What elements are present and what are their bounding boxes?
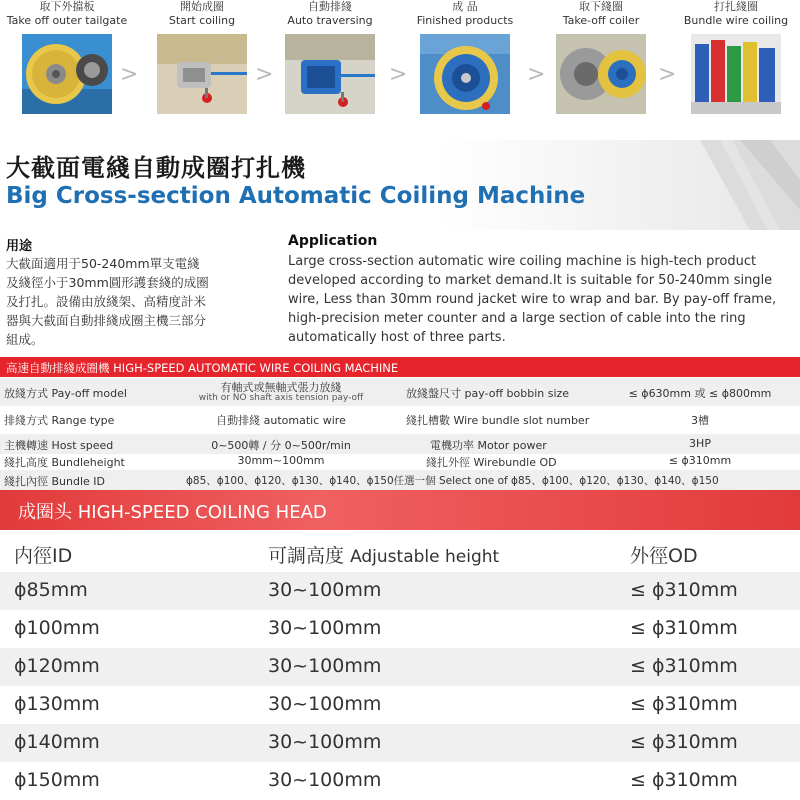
cell-od: ≤ ϕ310mm <box>630 617 738 639</box>
step-zh: 取下綫圈 <box>579 0 623 13</box>
step-start-coiling <box>138 0 266 27</box>
table-row <box>0 762 800 800</box>
step-finished-products <box>401 0 529 27</box>
column-header-id: 内徑ID <box>14 545 73 567</box>
spec-value: 自動排綫 automatic wire <box>216 414 346 427</box>
spec-section-header <box>0 357 800 377</box>
spec-value: ϕ85、ϕ100、ϕ120、ϕ130、ϕ140、ϕ150任選一個 Select one of ϕ85、ϕ100、ϕ120、ϕ130、ϕ140、ϕ150 <box>186 475 719 487</box>
usage-line: 及打扎。設備由放綫架、高精度計米 <box>6 294 207 309</box>
spec-value: 有軸式或無軸式張力放綫 <box>220 381 342 394</box>
spec-row-range <box>0 412 800 432</box>
spec-row-height <box>0 452 800 472</box>
spec-value-sub: with or NO shaft axis tension pay-off <box>198 393 364 403</box>
cell-id: ϕ140mm <box>14 731 100 753</box>
chevron-right-icon: > <box>120 62 139 87</box>
column-header-adjustable <box>268 541 499 568</box>
step-en: Take off outer tailgate <box>6 14 128 27</box>
spec-row-bundle-id <box>0 470 800 490</box>
cell-adjustable: 30~100mm <box>268 655 382 677</box>
spec-label: 綫扎槽數 Wire bundle slot number <box>406 414 590 427</box>
cell-od: ≤ ϕ310mm <box>630 655 738 677</box>
spec-label: 放綫方式 Pay-off model <box>4 387 127 400</box>
step-auto-traversing <box>266 0 394 27</box>
step-en: Finished products <box>416 14 514 27</box>
step-zh: 取下外擋板 <box>39 0 95 13</box>
table-row <box>0 686 800 724</box>
cell-id: ϕ150mm <box>14 769 100 791</box>
step-en: Take-off coiler <box>562 14 640 27</box>
step-photo-coiling <box>157 34 247 114</box>
spec-section-title: 高速自動排綫成圈機 HIGH-SPEED AUTOMATIC WIRE COILING MACHINE <box>6 361 399 375</box>
spec-value: 3槽 <box>691 414 709 427</box>
application-line: automatically host of three parts. <box>288 330 506 345</box>
table-row <box>0 648 800 686</box>
spec-label: 主機轉速 Host speed <box>4 439 114 452</box>
cell-adjustable: 30~100mm <box>268 617 382 639</box>
step-photo-coiler <box>556 34 646 114</box>
coiling-head-header <box>0 490 800 530</box>
column-header-adjustable-zh: 可調高度 <box>268 545 345 567</box>
usage-line: 器與大截面自動排綫成圈主機三部分 <box>6 313 207 328</box>
usage-heading: 用途 <box>6 239 33 254</box>
spec-value: ≤ ϕ630mm 或 ≤ ϕ800mm <box>628 387 772 400</box>
step-take-off-tailgate <box>3 0 131 27</box>
cell-od: ≤ ϕ310mm <box>630 693 738 715</box>
step-photo-bundles <box>691 34 781 114</box>
chevron-right-icon: > <box>255 62 274 87</box>
spec-value: 3HP <box>689 437 711 450</box>
usage-line: 組成。 <box>6 332 44 347</box>
cell-od: ≤ ϕ310mm <box>630 769 738 791</box>
step-photo-finished <box>420 34 510 114</box>
usage-line: 及綫徑小于30mm圓形護套綫的成圈 <box>6 275 209 290</box>
table-row <box>0 572 800 610</box>
usage-text <box>6 254 276 349</box>
spec-label: 排綫方式 Range type <box>4 414 115 427</box>
spec-row-speed <box>0 434 800 454</box>
application-line: developed according to market demand.It is suitable for 50-240mm single <box>288 273 773 288</box>
spec-label: 綫扎高度 Bundleheight <box>4 456 125 469</box>
cell-adjustable: 30~100mm <box>268 769 382 791</box>
table-header-row <box>0 534 800 572</box>
step-zh: 開始成圈 <box>180 0 224 13</box>
cell-id: ϕ85mm <box>14 579 88 601</box>
spec-value: ≤ ϕ310mm <box>668 454 732 467</box>
cell-id: ϕ130mm <box>14 693 100 715</box>
step-en: Auto traversing <box>287 14 373 27</box>
step-photo-traversing <box>285 34 375 114</box>
spec-value: 30mm~100mm <box>237 454 325 467</box>
spec-label: 電機功率 Motor power <box>430 439 547 452</box>
column-header-od: 外徑OD <box>630 545 698 567</box>
chevron-right-icon: > <box>389 62 408 87</box>
table-row <box>0 724 800 762</box>
spec-label: 放綫盤尺寸 pay-off bobbin size <box>406 387 570 400</box>
coiling-head-title: 成圈头 HIGH-SPEED COILING HEAD <box>18 502 327 523</box>
chevron-right-icon: > <box>527 62 546 87</box>
step-zh: 打扎綫圈 <box>714 0 758 13</box>
step-zh: 自動排綫 <box>308 0 352 13</box>
spec-label: 綫扎外徑 Wirebundle OD <box>426 456 557 469</box>
step-en: Bundle wire coiling <box>683 14 789 27</box>
usage-line: 大截面適用于50-240mm單支電綫 <box>6 256 200 271</box>
step-zh: 成 品 <box>452 0 478 13</box>
process-steps <box>0 0 800 120</box>
cell-od: ≤ ϕ310mm <box>630 579 738 601</box>
cell-od: ≤ ϕ310mm <box>630 731 738 753</box>
step-take-off-coiler <box>537 0 665 27</box>
spec-label: 綫扎內徑 Bundle ID <box>4 475 106 488</box>
step-en: Start coiling <box>168 14 236 27</box>
table-row <box>0 610 800 648</box>
chevron-right-icon: > <box>658 62 677 87</box>
step-bundle-wire-coiling <box>672 0 800 27</box>
page-title-en: Big Cross-section Automatic Coiling Machine <box>6 183 586 209</box>
spec-row-payoff <box>0 378 800 406</box>
spec-value: 0~500轉 / 分 0~500r/min <box>211 439 351 452</box>
application-line: Large cross-section automatic wire coiling machine is high-tech product <box>288 254 757 269</box>
cell-adjustable: 30~100mm <box>268 693 382 715</box>
column-header-adjustable-en: Adjustable height <box>350 547 500 567</box>
step-photo-tailgate <box>22 34 112 114</box>
application-line: high-precision meter counter and a large section of cable into the ring <box>288 311 746 326</box>
application-heading: Application <box>288 233 378 249</box>
cell-adjustable: 30~100mm <box>268 731 382 753</box>
cell-id: ϕ100mm <box>14 617 100 639</box>
application-text <box>288 252 798 347</box>
banner-decoration <box>640 140 800 230</box>
application-line: wire, Less than 30mm round jacket wire to wrap and bar. By pay-off frame, <box>288 292 777 307</box>
cell-id: ϕ120mm <box>14 655 100 677</box>
page-title-zh: 大截面電綫自動成圈打扎機 <box>6 154 306 182</box>
cell-adjustable: 30~100mm <box>268 579 382 601</box>
